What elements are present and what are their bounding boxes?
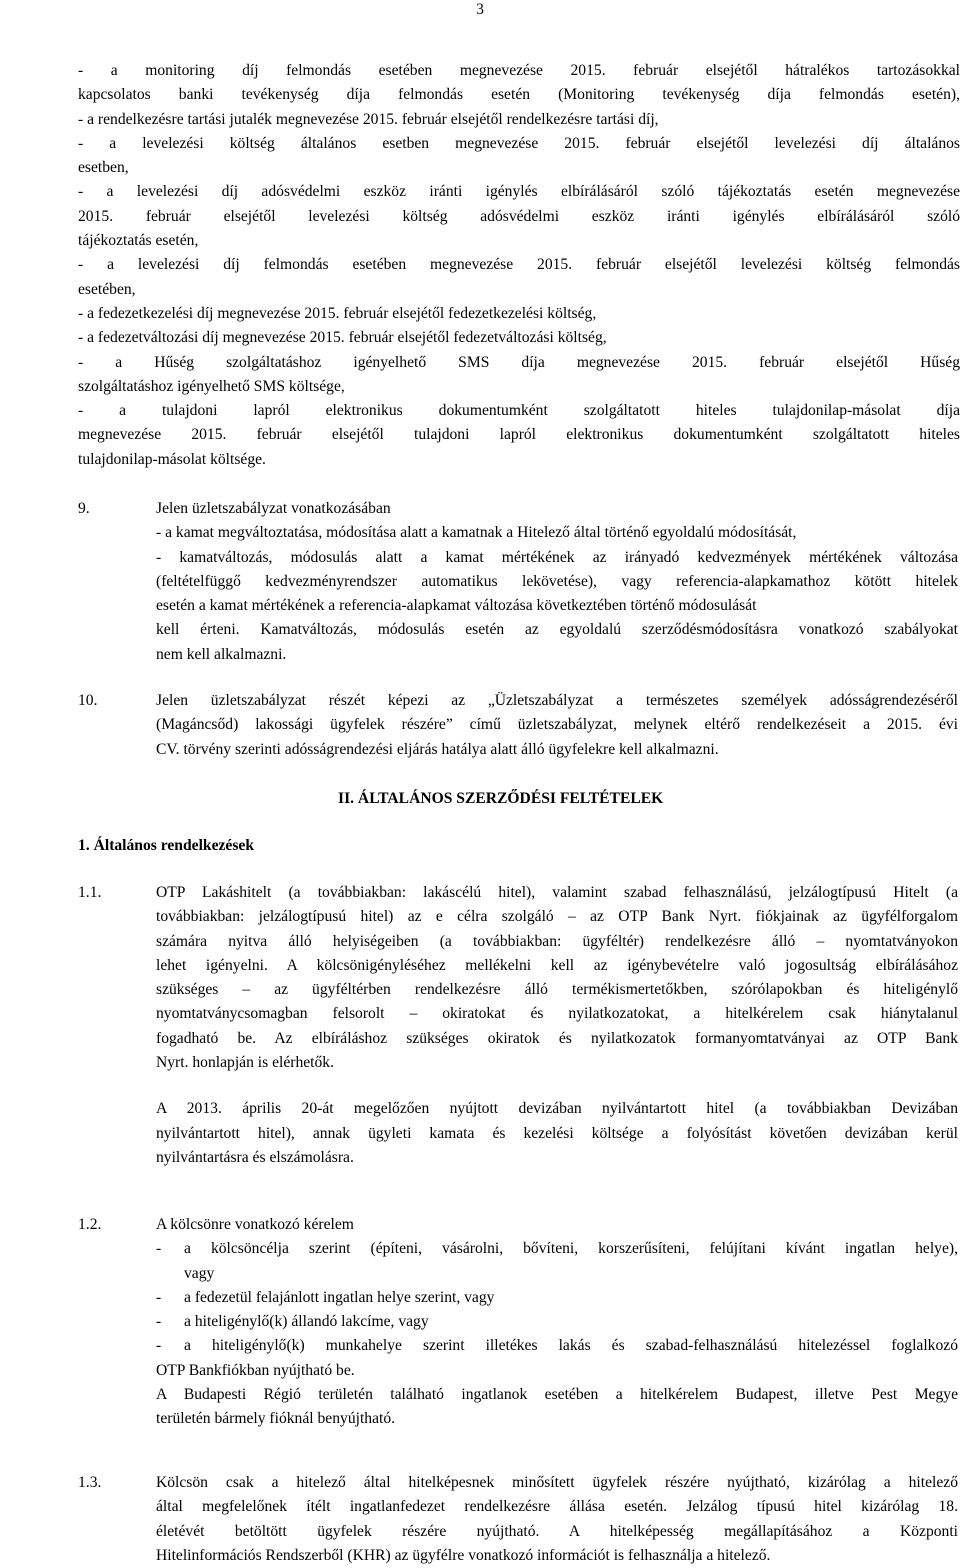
text-line: OTP Bankfiókban nyújtható be.: [156, 1361, 355, 1379]
section-title: II. ÁLTALÁNOS SZERZŐDÉSI FELTÉTELEK: [338, 790, 664, 807]
page-number: 3: [476, 1, 484, 18]
text-line: nyilvántartott hitel), annak ügyleti kamata és kezelési költsége a folyósítást követően devizában kerül: [156, 1124, 958, 1142]
text-line: területén bármely fióknál benyújtható.: [156, 1410, 396, 1428]
text-line: - a fedezetkezelési díj megnevezése 2015. február elsejétől fedezetkezelési költség,: [78, 304, 597, 322]
text-line: esetén a kamat mértékének a referencia-alapkamat változása következtében történő módosulását: [156, 597, 757, 615]
text-line: - a tulajdoni lapról elektronikus dokumentumként szolgáltatott hiteles tulajdonilap-másolat díja: [78, 402, 960, 420]
text-line: A kölcsönre vonatkozó kérelem: [156, 1216, 354, 1233]
text-line: esetében,: [78, 280, 136, 298]
text-line: - a Hűség szolgáltatáshoz igényelhető SMS díja megnevezése 2015. február elsejétől Hűség: [78, 353, 960, 371]
text-line: szolgáltatáshoz igényelhető SMS költsége,: [78, 377, 345, 395]
item-number: 1.1.: [78, 884, 102, 901]
text-line: fogadható be. Az elbíráláshoz szükséges okiratok és nyilatkozatok formanyomtatványai az OTP Bank: [156, 1029, 958, 1047]
text-line: továbbiakban: jelzálogtípusú hitel) az e célra szolgáló – az OTP Bank Nyrt. fiókjainak az ügyfélforgalom: [156, 908, 958, 926]
text-line: (Magáncsőd) lakossági ügyfelek részére” című üzletszabályzat, melynek eltérő rendelkezéseit a 2015. évi: [156, 716, 958, 734]
text-line: nyilvántartásra és elszámolásra.: [156, 1148, 354, 1166]
text-line: (feltételfüggő kedvezményrendszer automatikus lekövetése), vagy referencia-alapkamathoz kötött hitelek: [156, 572, 958, 590]
text-line: tájékoztatás esetén,: [78, 232, 199, 250]
text-line: Hitelinformációs Rendszerből (KHR) az ügyfélre vonatkozó információt is felhasználja a hitelező.: [156, 1546, 771, 1564]
list-item: - a hiteligénylő(k) munkahelye szerint illetékes lakás és szabad-felhasználású hitelezéssel foglalkozó: [156, 1337, 958, 1355]
text-line: kell érteni. Kamatváltozás, módosulás esetén az egyoldalú szerződésmódosításra vonatkozó szabályokat: [156, 621, 958, 639]
text-line: számára nyitva álló helyiségeiben (a továbbiakban: ügyféltér) rendelkezésre álló – nyomtatványokon: [156, 932, 958, 950]
text-line: CV. törvény szerinti adósságrendezési eljárás hatálya alatt álló ügyfelekre kell alkalmazni.: [156, 740, 719, 758]
text-line: tulajdonilap-másolat költsége.: [78, 450, 266, 468]
text-line: A 2013. április 20-át megelőzően nyújtott devizában nyilvántartott hitel (a továbbiakban Devizában: [156, 1100, 958, 1118]
text-line: - a levelezési díj adósvédelmi eszköz iránti igénylés elbírálásáról szóló tájékoztatás esetén megnevezése: [78, 183, 960, 201]
list-item: - a fedezetül felajánlott ingatlan helye szerint, vagy: [156, 1288, 495, 1306]
text-line: Nyrt. honlapján is elérhetők.: [156, 1054, 334, 1072]
text-line: megnevezése 2015. február elsejétől tulajdoni lapról elektronikus dokumentumként szolgáltatott hiteles: [78, 426, 960, 444]
item-number: 1.3.: [78, 1474, 102, 1491]
fee-renaming-list: [78, 59, 960, 472]
text-line: lehet igényelni. A kölcsönigényléséhez mellékelni kell az igénybevételre való jogosultság elbírálásához: [156, 956, 958, 974]
item-number: 9.: [78, 500, 90, 517]
text-line: OTP Lakáshitelt (a továbbiakban: lakáscélú hitel), valamint szabad felhasználású, jelzálogtípusú Hitelt (a: [156, 884, 958, 901]
text-line: nyomtatványcsomagban felsorolt – okiratokat és nyilatkozatokat, a hitelkérelem csak hiánytalanul: [156, 1005, 958, 1023]
list-item-cont: vagy: [184, 1264, 215, 1282]
text-line: - a fedezetváltozási díj megnevezése 2015. február elsejétől fedezetváltozási költség,: [78, 329, 607, 347]
text-line: 2015. február elsejétől levelezési költség adósvédelmi eszköz iránti igénylés elbírálásáról szóló: [78, 207, 960, 225]
item-number: 10.: [78, 692, 98, 709]
text-line: szükséges – az ügyféltérben rendelkezésre álló termékismertetőkben, szórólapokban és hiteligénylő: [156, 981, 958, 999]
text-line: - a monitoring díj felmondás esetében megnevezése 2015. február elsejétől hátralékos tartozásokkal: [78, 62, 960, 79]
text-line: által megfelelőnek ítélt ingatlanfedezet rendelkezésre állása esetén. Jelzálog típusú hitel kizárólag 18.: [156, 1498, 958, 1516]
list-item: - a kölcsöncélja szerint (építeni, vásárolni, bővíteni, korszerűsíteni, felújítani kívánt ingatlan helye),: [156, 1240, 958, 1258]
text-line: A Budapesti Régió területén található ingatlanok esetében a hitelkérelem Budapest, illetve Pest Megye: [156, 1386, 958, 1404]
text-line: - kamatváltozás, módosulás alatt a kamat mértékének az irányadó kedvezmények mértékének változása: [156, 548, 958, 566]
subsection-title: 1. Általános rendelkezések: [78, 837, 255, 854]
text-line: - a levelezési költség általános esetben megnevezése 2015. február elsejétől levelezési díj általános: [78, 134, 960, 152]
item-number: 1.2.: [78, 1216, 102, 1233]
text-line: Jelen üzletszabályzat vonatkozásában: [156, 500, 391, 517]
text-line: - a kamat megváltoztatása, módosítása alatt a kamatnak a Hitelező által történő egyoldalú módosítását,: [156, 524, 797, 542]
text-line: esetben,: [78, 159, 129, 177]
text-line: Kölcsön csak a hitelező által hitelképesnek minősített ügyfelek részére nyújtható, kizárólag a hitelező: [156, 1474, 958, 1491]
text-line: - a rendelkezésre tartási jutalék megnevezése 2015. február elsejétől rendelkezésre tartási díj,: [78, 110, 659, 128]
text-line: kapcsolatos banki tevékenység díja felmondás esetén (Monitoring tevékenység díja felmondás esetén),: [78, 86, 960, 104]
text-line: - a levelezési díj felmondás esetében megnevezése 2015. február elsejétől levelezési költség felmondás: [78, 256, 960, 274]
text-line: Jelen üzletszabályzat részét képezi az „Üzletszabályzat a természetes személyek adósságrendezéséről: [156, 692, 958, 709]
text-line: életévét betöltött ügyfelek részére nyújtható. A hitelképesség megállapításához a Központi: [156, 1522, 958, 1540]
text-line: nem kell alkalmazni.: [156, 645, 287, 663]
list-item: - a hiteligénylő(k) állandó lakcíme, vagy: [156, 1313, 429, 1331]
